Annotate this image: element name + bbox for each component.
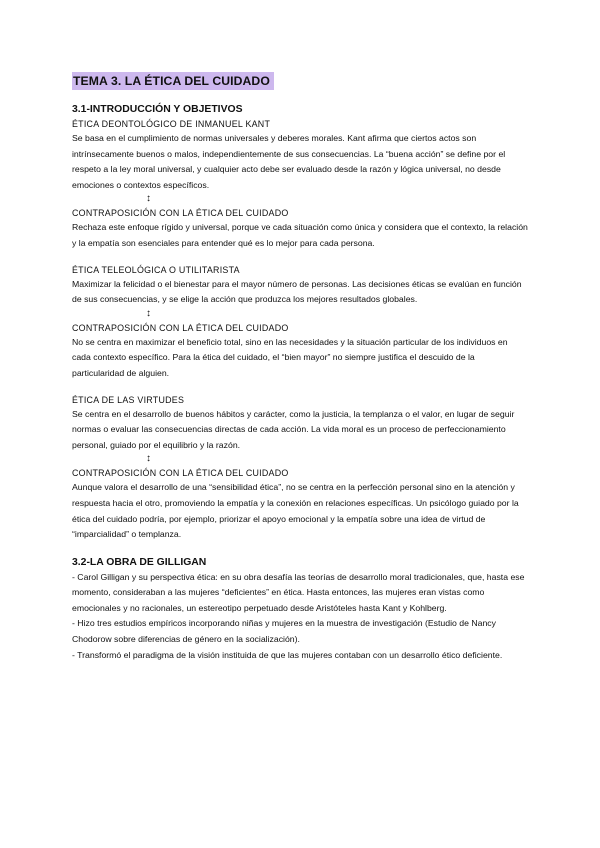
contrast-paragraph-kant: Rechaza este enfoque rígido y universal, porque ve cada situación como única y considera que el contexto, la relación y la empatía son esenciales para entender qué es lo mejor para cada persona. (72, 222, 528, 248)
document-page (72, 72, 528, 663)
utilitarian-label: ÉTICA TELEOLÓGICA O UTILITARISTA (72, 264, 240, 275)
contrast-paragraph-utilitarian: No se centra en maximizar el beneficio total, sino en las necesidades y la situación particular de los individuos en cada contexto específico. Para la ética del cuidado, el “bien mayor” no siempre justifica el descuido de la particularidad de alguien. (72, 336, 508, 378)
updown-arrow-icon: ↕ (146, 193, 151, 205)
kant-label: ÉTICA DEONTOLÓGICO DE INMANUEL KANT (72, 119, 271, 129)
contrast-paragraph-virtues: Aunque valora el desarrollo de una “sensibilidad ética”, no se centra en la perfección personal sino en la atención y respuesta hacia el otro, promoviendo la empatía y la conexión en relaciones específicas. Un psicólogo guiado por la ética del cuidado podría, por ejemplo, priorizar el apoyo emocional y la empatía sobre una idea de virtud de “imparcialidad” o templanza. (72, 482, 519, 540)
kant-paragraph: Se basa en el cumplimiento de normas universales y deberes morales. Kant afirma que ciertos actos son intrínsecamente buenos o malos, independientemente de sus consecuencias. La “buena acción” se define por el respeto a la ley moral universal, y cualquier acto debe ser evaluado desde la razón y lógica universal, no desde emociones o contextos específicos. (72, 133, 506, 190)
updown-arrow-icon: ↕ (146, 307, 151, 319)
list-item: - Transformó el paradigma de la visión instituida de que las mujeres contaban con un desarrollo ético deficiente. (72, 649, 503, 660)
section-heading-gilligan: 3.2-LA OBRA DE GILLIGAN (72, 556, 207, 568)
virtues-label: ÉTICA DE LAS VIRTUDES (72, 394, 185, 405)
list-item: - Carol Gilligan y su perspectiva ética: en su obra desafía las teorías de desarrollo moral tradicionales, que, hasta ese momento, consideraban a las mujeres “deficientes” en ética. Hasta entonces, las mujeres eran vistas como emocionales y no racionales, un estereotipo perpetuado desde Aristóteles hasta Kant y Kohlberg. (72, 571, 525, 613)
section-heading-intro: 3.1-INTRODUCCIÓN Y OBJETIVOS (72, 104, 243, 115)
contrast-label-kant: CONTRAPOSICIÓN CON LA ÉTICA DEL CUIDADO (72, 208, 289, 219)
contrast-label-virtues: CONTRAPOSICIÓN CON LA ÉTICA DEL CUIDADO (72, 468, 289, 479)
updown-arrow-icon: ↕ (146, 453, 151, 465)
document-title: TEMA 3. LA ÉTICA DEL CUIDADO (72, 72, 274, 90)
virtues-paragraph: Se centra en el desarrollo de buenos hábitos y carácter, como la justicia, la templanza o el valor, en lugar de seguir normas o evaluar las consecuencias directas de cada acción. La vida moral es un proceso de perfeccionamiento personal, guiado por el equilibrio y la razón. (72, 408, 515, 450)
gilligan-list (72, 570, 528, 664)
list-item: - Hizo tres estudios empíricos incorporando niñas y mujeres en la muestra de investigación (Estudio de Nancy Chodorow sobre diferencias de género en la socialización). (72, 618, 496, 645)
utilitarian-paragraph: Maximizar la felicidad o el bienestar para el mayor número de personas. Las decisiones éticas se evalúan en función de sus consecuencias, y se elige la acción que produzca los mejores resultados globales. (72, 278, 522, 305)
contrast-label-utilitarian: CONTRAPOSICIÓN CON LA ÉTICA DEL CUIDADO (72, 322, 289, 333)
